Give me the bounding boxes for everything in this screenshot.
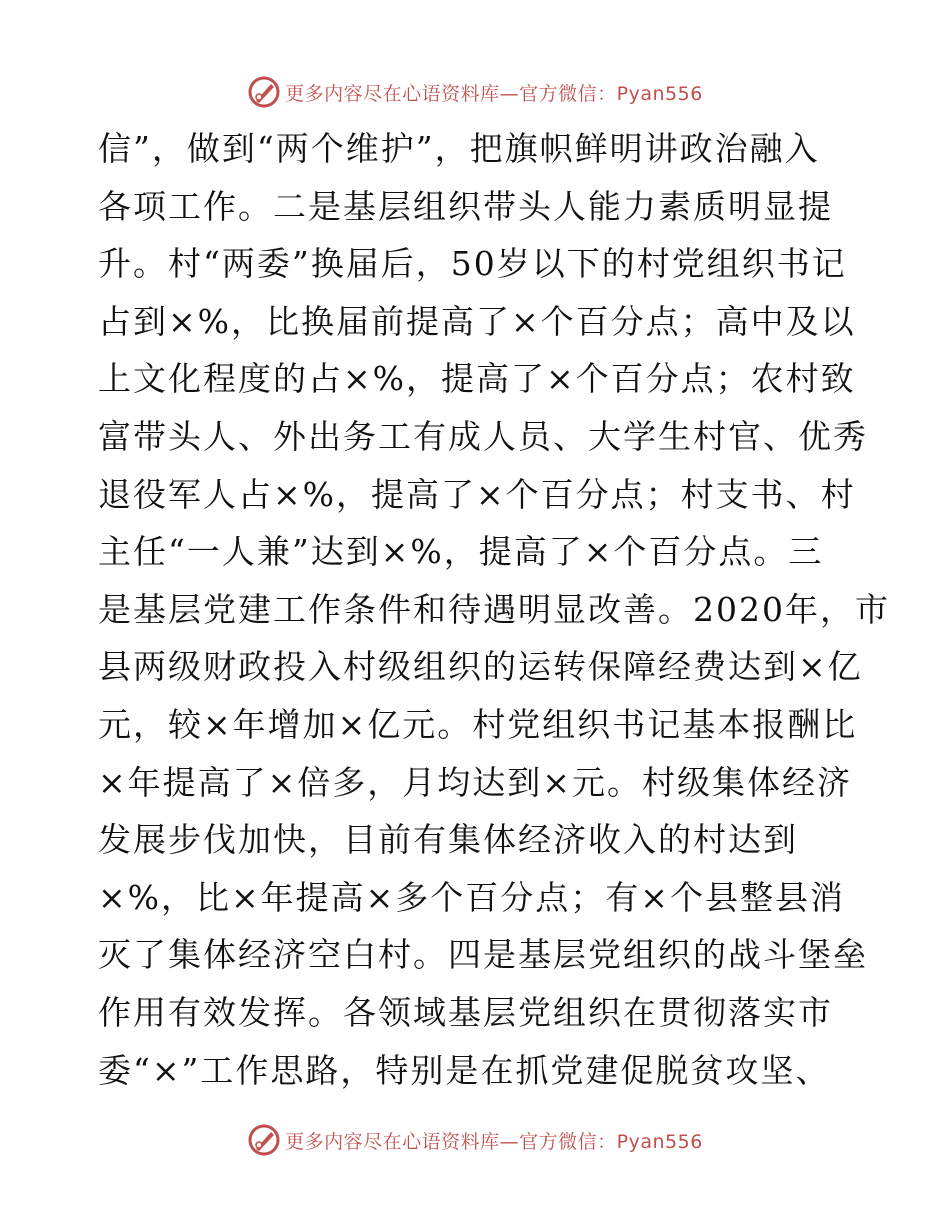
body-line: 作用有效发挥。各领域基层党组织在贯彻落实市 — [98, 992, 833, 1032]
body-line: 各项工作。二是基层组织带头人能力素质明显提 — [98, 186, 833, 226]
document-body — [98, 120, 890, 1099]
quill-seal-icon — [247, 1123, 281, 1157]
body-line: 元，较×年增加×亿元。村党组织书记基本报酬比 — [98, 704, 858, 744]
body-line: 升。村“两委”换届后，50岁以下的村党组织书记 — [98, 244, 847, 284]
body-line: 发展步伐加快，目前有集体经济收入的村达到 — [98, 820, 798, 860]
body-line: 占到×%，比换届前提高了×个百分点；高中及以 — [98, 301, 856, 341]
footer-banner — [0, 1120, 950, 1160]
body-line: 委“×”工作思路，特别是在抓党建促脱贫攻坚、 — [98, 1050, 831, 1090]
body-line: 上文化程度的占×%，提高了×个百分点；农村致 — [98, 359, 856, 399]
body-line: ×%，比×年提高×多个百分点；有×个县整县消 — [98, 877, 845, 917]
body-line: ×年提高了×倍多，月均达到×元。村级集体经济 — [98, 762, 852, 802]
header-banner — [0, 72, 950, 112]
body-line: 富带头人、外出务工有成人员、大学生村官、优秀 — [98, 416, 868, 456]
body-line: 主任“一人兼”达到×%，提高了×个百分点。三 — [98, 532, 824, 572]
body-line: 县两级财政投入村级组织的运转保障经费达到×亿 — [98, 647, 863, 687]
footer-banner-text: 更多内容尽在心语资料库—官方微信：Pyan556 — [285, 1130, 703, 1153]
body-line: 信”，做到“两个维护”，把旗帜鲜明讲政治融入 — [98, 129, 820, 168]
body-line: 灭了集体经济空白村。四是基层党组织的战斗堡垒 — [98, 935, 868, 975]
body-line: 退役军人占×%，提高了×个百分点；村支书、村 — [98, 474, 856, 514]
header-banner-text: 更多内容尽在心语资料库—官方微信：Pyan556 — [285, 82, 703, 105]
body-line: 是基层党建工作条件和待遇明显改善。2020年，市 — [98, 589, 890, 629]
quill-seal-icon — [247, 75, 281, 109]
